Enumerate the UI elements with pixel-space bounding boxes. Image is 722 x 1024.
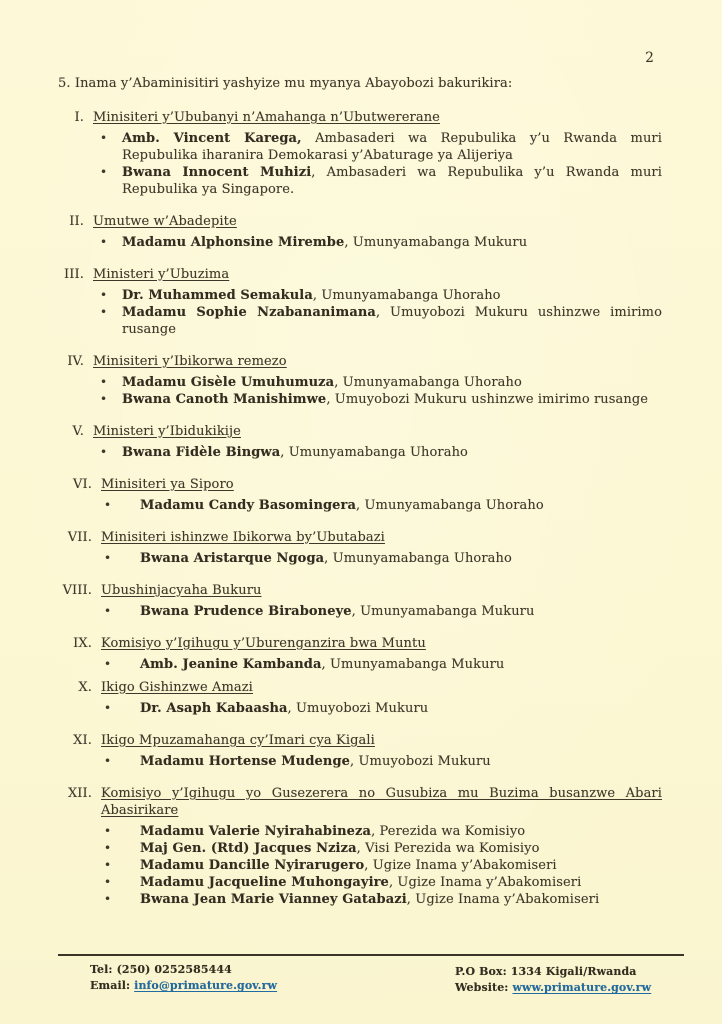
list-item (40, 874, 662, 891)
email-link[interactable]: info@primature.gov.rw (134, 979, 278, 992)
section (40, 785, 662, 908)
website-label: Website: (455, 981, 509, 994)
item-text (140, 700, 662, 717)
list-item (40, 891, 662, 908)
bullet-icon: • (100, 235, 108, 249)
bullet-icon: • (100, 392, 108, 406)
section-numeral: II. (69, 214, 84, 229)
item-text (140, 753, 662, 770)
item-role: , Umuyobozi Mukuru (287, 701, 429, 716)
item-text (122, 234, 662, 251)
website-line (455, 980, 651, 996)
section (40, 635, 662, 673)
bullet-icon: • (100, 375, 108, 389)
appointments-sections-list (40, 109, 662, 908)
section-title: Komisiyo y’Igihugu y’Uburenganzira bwa Muntu (101, 636, 426, 651)
section (40, 732, 662, 770)
bullet-icon: • (100, 445, 108, 459)
list-item (40, 700, 662, 717)
page-number: 2 (645, 50, 654, 66)
tel-value: (250) 0252585444 (116, 963, 232, 976)
item-role: , Umunyamabanga Uhoraho (324, 551, 512, 566)
item-name: Bwana Canoth Manishimwe (122, 392, 327, 407)
bullet-icon: • (104, 824, 112, 838)
list-item (40, 497, 662, 514)
item-text (140, 891, 662, 908)
section-title: Ikigo Gishinzwe Amazi (101, 680, 253, 695)
item-role: , Ugize Inama y’Abakomiseri (406, 892, 600, 907)
section (40, 109, 662, 198)
bullet-icon: • (104, 858, 112, 872)
section-numeral: XI. (73, 733, 92, 748)
bullet-icon: • (100, 288, 108, 302)
bullet-icon: • (104, 701, 112, 715)
item-name: Maj Gen. (Rtd) Jacques Nziza (140, 841, 357, 856)
bullet-icon: • (104, 892, 112, 906)
item-name: Amb. Jeanine Kambanda (140, 657, 322, 672)
bullet-icon: • (100, 131, 108, 145)
list-item (40, 840, 662, 857)
item-name: Madamu Candy Basomingera (140, 498, 357, 513)
list-item (40, 304, 662, 338)
list-item (40, 130, 662, 164)
item-name: Madamu Sophie Nzabananimana (122, 305, 376, 320)
section-heading (40, 423, 662, 440)
item-name: Amb. Vincent Karega, (122, 131, 302, 146)
section-numeral: VIII. (62, 583, 92, 598)
item-role: , Umunyamabanga Mukuru (351, 604, 535, 619)
section-title: Umutwe w’Abadepite (93, 214, 237, 229)
email-label: Email: (90, 979, 131, 992)
section (40, 679, 662, 717)
item-text (140, 656, 662, 673)
section-numeral: III. (64, 267, 84, 282)
item-role: , Umuyobozi Mukuru (350, 754, 491, 769)
item-text (140, 840, 662, 857)
section-heading (40, 635, 662, 652)
item-name: Bwana Jean Marie Vianney Gatabazi (140, 892, 407, 907)
list-item (40, 603, 662, 620)
section-numeral: VI. (73, 477, 92, 492)
item-text (122, 287, 662, 304)
section (40, 353, 662, 408)
item-role: , Umuyobozi Mukuru ushinzwe imirimo rusange (122, 305, 663, 337)
section-heading (40, 679, 662, 696)
section-title: Komisiyo y’Igihugu yo Gusezerera no Gusubiza mu Buzima busanzwe Abari Abasirikare (101, 786, 662, 818)
section-numeral: IV. (67, 354, 84, 369)
section (40, 529, 662, 567)
bullet-icon: • (100, 165, 108, 179)
item-role: , Umunyamabanga Mukuru (344, 235, 528, 250)
item-name: Dr. Muhammed Semakula (122, 288, 313, 303)
item-name: Madamu Alphonsine Mirembe (122, 235, 345, 250)
bullet-icon: • (104, 875, 112, 889)
section-title: Minisiteri ishinzwe Ibikorwa by’Ubutabazi (101, 530, 385, 545)
section-heading (40, 529, 662, 546)
item-role: Ambasaderi wa Repubulika y’u Rwanda muri Repubulika iharanira Demokarasi y’Abaturage ya Alijeriya (122, 131, 662, 163)
section (40, 423, 662, 461)
section-heading (40, 353, 662, 370)
item-name: Madamu Hortense Mudenge (140, 754, 351, 769)
list-item (40, 444, 662, 461)
section-heading (40, 732, 662, 749)
section-title: Ministeri y’Ibidukikije (93, 424, 241, 439)
item-role: , Ugize Inama y’Abakomiseri (364, 858, 557, 873)
list-item (40, 391, 662, 408)
section-numeral: V. (72, 424, 84, 439)
section-numeral: X. (78, 680, 92, 695)
bullet-icon: • (104, 754, 112, 768)
list-item (40, 656, 662, 673)
pobox-label: P.O Box: (455, 965, 507, 978)
item-name: Bwana Fidèle Bingwa (122, 445, 281, 460)
list-item (40, 287, 662, 304)
tel-label: Tel: (90, 963, 113, 976)
section-heading (40, 476, 662, 493)
item-role: , Perezida wa Komisiyo (371, 824, 526, 839)
item-role: , Visi Perezida wa Komisiyo (356, 841, 540, 856)
section-heading (40, 582, 662, 599)
section-heading (40, 266, 662, 283)
item-text (140, 874, 662, 891)
section (40, 266, 662, 338)
section-heading (40, 785, 662, 819)
item-name: Madamu Gisèle Umuhumuza (122, 375, 335, 390)
item-role: , Umunyamabanga Uhoraho (334, 375, 522, 390)
item-text (122, 164, 662, 198)
list-item (40, 374, 662, 391)
section-title: Minisiteri y’Ububanyi n’Amahanga n’Ubutwererane (93, 110, 440, 125)
section-numeral: VII. (67, 530, 92, 545)
section (40, 213, 662, 251)
item-text (122, 130, 662, 164)
section-title: Ministeri y’Ubuzima (93, 267, 230, 282)
item-text (140, 857, 662, 874)
item-name: Madamu Jacqueline Muhongayire (140, 875, 389, 890)
item-role: , Umunyamabanga Mukuru (321, 657, 505, 672)
item-role: , Umunyamabanga Uhoraho (280, 445, 468, 460)
item-role: , Ugize Inama y’Abakomiseri (388, 875, 582, 890)
item-role: , Umuyobozi Mukuru ushinzwe imirimo rusange (326, 392, 649, 407)
bullet-icon: • (104, 657, 112, 671)
item-name: Dr. Asaph Kabaasha (140, 701, 288, 716)
item-text (122, 391, 662, 408)
item-name: Bwana Prudence Biraboneye (140, 604, 352, 619)
list-item (40, 857, 662, 874)
item-name: Madamu Dancille Nyirarugero (140, 858, 365, 873)
list-item (40, 234, 662, 251)
item-name: Madamu Valerie Nyirahabineza (140, 824, 372, 839)
item-name: Bwana Aristarque Ngoga (140, 551, 325, 566)
list-item (40, 753, 662, 770)
item-text (122, 304, 662, 338)
item-role: , Umunyamabanga Uhoraho (312, 288, 501, 303)
item-text (122, 444, 662, 461)
bullet-icon: • (104, 551, 112, 565)
list-item (40, 164, 662, 198)
bullet-icon: • (104, 498, 112, 512)
list-item (40, 550, 662, 567)
pobox-value: 1334 Kigali/Rwanda (510, 965, 637, 978)
section-numeral: I. (74, 110, 84, 125)
section-heading (40, 109, 662, 126)
section (40, 476, 662, 514)
item-role: , Umunyamabanga Uhoraho (356, 498, 544, 513)
list-item (40, 823, 662, 840)
section-heading (40, 213, 662, 230)
item-text (140, 823, 662, 840)
item-text (140, 603, 662, 620)
item-name: Bwana Innocent Muhizi (122, 165, 312, 180)
item-text (140, 550, 662, 567)
footer-right-block (455, 964, 651, 996)
bullet-icon: • (104, 604, 112, 618)
footer (58, 954, 684, 994)
bullet-icon: • (100, 305, 108, 319)
section-title: Minisiteri y’Ibikorwa remezo (93, 354, 287, 369)
website-link[interactable]: www.primature.gov.rw (512, 981, 652, 994)
section-numeral: IX. (73, 636, 92, 651)
bullet-icon: • (104, 841, 112, 855)
section-title: Ikigo Mpuzamahanga cy’Imari cya Kigali (101, 733, 375, 748)
item-text (122, 374, 662, 391)
intro-line: 5. Inama y’Abaminisitiri yashyize mu myanya Abayobozi bakurikira: (58, 76, 513, 91)
section-title: Minisiteri ya Siporo (101, 477, 234, 492)
item-text (140, 497, 662, 514)
item-role: , Ambasaderi wa Repubulika y’u Rwanda muri Repubulika ya Singapore. (122, 165, 662, 197)
pobox-line (455, 964, 651, 980)
section-title: Ubushinjacyaha Bukuru (101, 583, 262, 598)
section (40, 582, 662, 620)
section-numeral: XII. (67, 786, 92, 801)
